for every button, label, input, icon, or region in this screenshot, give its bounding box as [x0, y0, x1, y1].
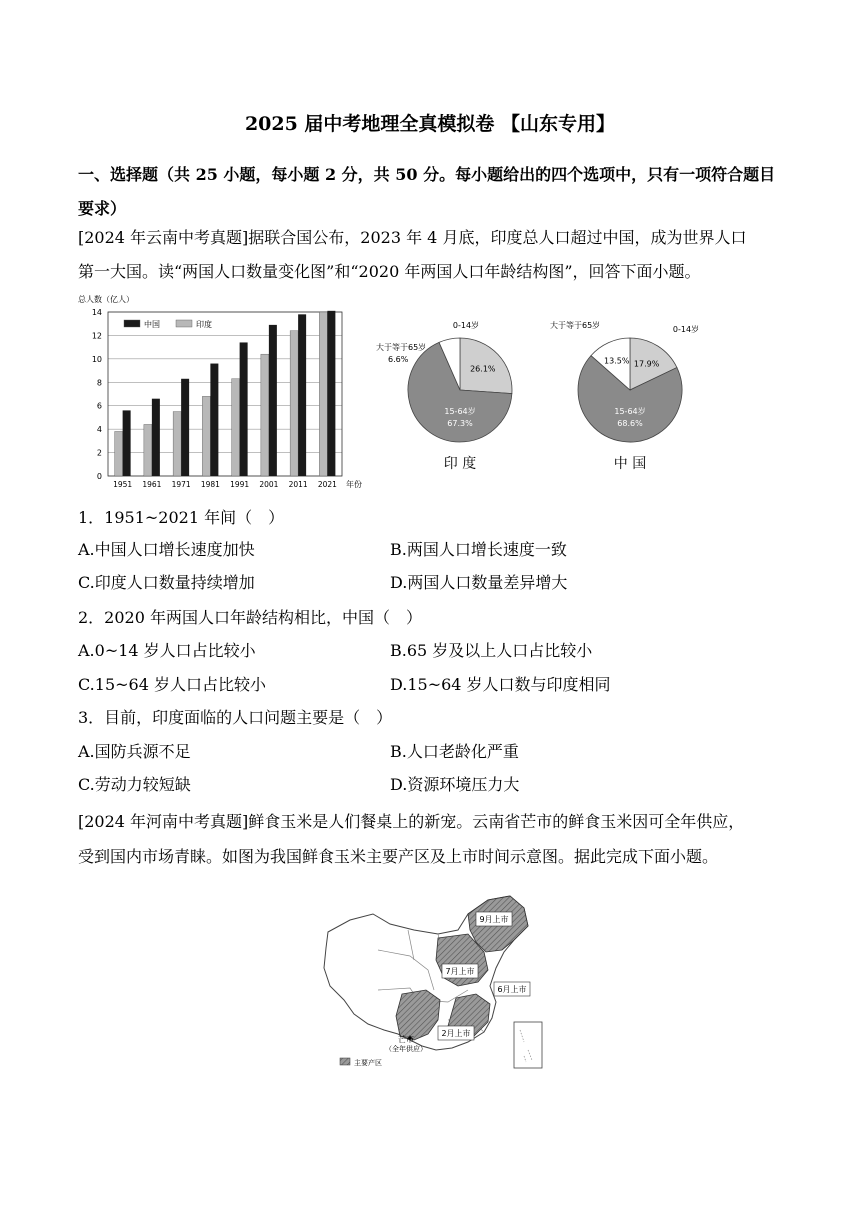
legend-swatch — [340, 1058, 350, 1065]
legend-swatch — [176, 320, 192, 327]
question-1-option-a[interactable]: A.中国人口增长速度加快 — [78, 540, 255, 559]
question-3-stem: 3．目前，印度面临的人口问题主要是（ ） — [78, 708, 393, 727]
slice-value: 26.1% — [470, 364, 496, 374]
bar-india — [173, 412, 181, 476]
bar-india — [261, 354, 269, 476]
slice-value: 13.5% — [604, 356, 630, 366]
label-year-round: （全年供应） — [385, 1045, 427, 1053]
question-2-option-b[interactable]: B.65 岁及以上人口占比较小 — [390, 641, 593, 660]
x-tick-label: 1981 — [200, 480, 220, 489]
pie-title: 中 国 — [613, 456, 647, 472]
y-tick-label: 2 — [96, 448, 102, 458]
question-1-stem: 1．1951~2021 年间（ ） — [78, 508, 285, 527]
y-tick-label: 4 — [96, 425, 102, 435]
bar-india — [232, 379, 240, 476]
slice-value: 6.6% — [388, 355, 409, 364]
question-3-option-a[interactable]: A.国防兵源不足 — [78, 742, 191, 761]
slice-label: 0-14岁 — [672, 325, 700, 334]
bar-china — [327, 311, 335, 476]
x-tick-label: 1951 — [113, 480, 133, 489]
bar-china — [240, 342, 248, 476]
bar-india — [202, 396, 210, 476]
corn-production-map — [318, 890, 548, 1072]
legend-swatch — [124, 320, 140, 327]
question-1-option-d[interactable]: D.两国人口数量差异增大 — [390, 573, 568, 592]
y-tick-label: 6 — [96, 401, 102, 411]
x-tick-label: 1971 — [171, 480, 191, 489]
y-axis-title: 总人数（亿人） — [78, 295, 134, 304]
y-tick-label: 12 — [91, 331, 102, 341]
bar-china — [152, 399, 160, 476]
slice-label: 0-14岁 — [452, 321, 480, 330]
slice-label: 大于等于65岁 — [376, 343, 427, 352]
x-axis-title: 年份 — [346, 480, 362, 489]
y-tick-label: 14 — [91, 308, 102, 317]
bar-india — [144, 424, 152, 476]
label-july: 7月上市 — [445, 967, 475, 976]
question-3-option-c[interactable]: C.劳动力较短缺 — [78, 775, 191, 794]
slice-value: 17.9% — [633, 359, 660, 369]
bar-india — [290, 331, 298, 476]
label-february: 2月上市 — [441, 1029, 471, 1038]
y-tick-label: 8 — [96, 378, 102, 388]
intro-2-line-1: [2024 年河南中考真题]鲜食玉米是人们餐桌上的新宠。云南省芒市的鲜食玉米因可全年供应， — [78, 812, 745, 831]
question-3-option-d[interactable]: D.资源环境压力大 — [390, 775, 520, 794]
population-bar-chart — [76, 292, 368, 492]
legend-label: 中国 — [144, 320, 160, 329]
question-2-option-a[interactable]: A.0~14 岁人口占比较小 — [78, 641, 256, 660]
section-heading: 一、选择题（共 25 小题，每小题 2 分，共 50 分。每小题给出的四个选项中，只有一项符合题目要求） — [78, 165, 776, 218]
x-tick-label: 2001 — [259, 480, 279, 489]
bar-china — [181, 379, 189, 476]
label-june: 6月上市 — [497, 985, 527, 994]
question-2-option-d[interactable]: D.15~64 岁人口数与印度相同 — [390, 675, 611, 694]
label-mangshi: 芒市 — [398, 1035, 414, 1044]
slice-label: 15-64岁 — [444, 407, 476, 416]
slice-label: 大于等于65岁 — [550, 321, 601, 330]
intro-2-line-2: 受到国内市场青睐。如图为我国鲜食玉米主要产区及上市时间示意图。据此完成下面小题。 — [78, 847, 719, 866]
pie-title: 印 度 — [443, 456, 477, 472]
question-1-option-c[interactable]: C.印度人口数量持续增加 — [78, 573, 255, 592]
question-2-option-c[interactable]: C.15~64 岁人口占比较小 — [78, 675, 266, 694]
x-tick-label: 2021 — [317, 480, 337, 489]
y-tick-label: 0 — [96, 472, 102, 481]
bar-india — [115, 431, 123, 476]
y-tick-label: 10 — [91, 354, 102, 364]
legend-label: 主要产区 — [354, 1059, 382, 1067]
bar-india — [319, 312, 327, 476]
question-2-stem: 2．2020 年两国人口年龄结构相比，中国（ ） — [78, 608, 422, 627]
legend-label: 印度 — [196, 320, 212, 329]
intro-1-line-2: 第一大国。读“两国人口数量变化图”和“2020 年两国人口年龄结构图”，回答下面小题。 — [78, 262, 701, 281]
x-tick-label: 1961 — [142, 480, 162, 489]
question-1-option-b[interactable]: B.两国人口增长速度一致 — [390, 540, 567, 559]
bar-china — [123, 410, 131, 476]
slice-value: 68.6% — [617, 419, 643, 428]
china-age-pie-chart — [540, 312, 720, 474]
question-3-option-b[interactable]: B.人口老龄化严重 — [390, 742, 519, 761]
page-title: 2025 届中考地理全真模拟卷 【山东专用】 — [244, 113, 616, 135]
bar-china — [210, 364, 218, 476]
label-september: 9月上市 — [479, 915, 509, 924]
slice-label: 15-64岁 — [614, 407, 646, 416]
bar-china — [298, 314, 306, 476]
intro-1-line-1: [2024 年云南中考真题]据联合国公布，2023 年 4 月底，印度总人口超过中国，成为世界人口 — [78, 228, 747, 247]
india-age-pie-chart — [370, 312, 550, 474]
x-tick-label: 2011 — [288, 480, 308, 489]
slice-value: 67.3% — [447, 419, 473, 428]
south-china-sea-inset — [514, 1022, 542, 1068]
plot-frame — [108, 312, 342, 476]
x-tick-label: 1991 — [230, 480, 250, 489]
bar-china — [269, 325, 277, 476]
